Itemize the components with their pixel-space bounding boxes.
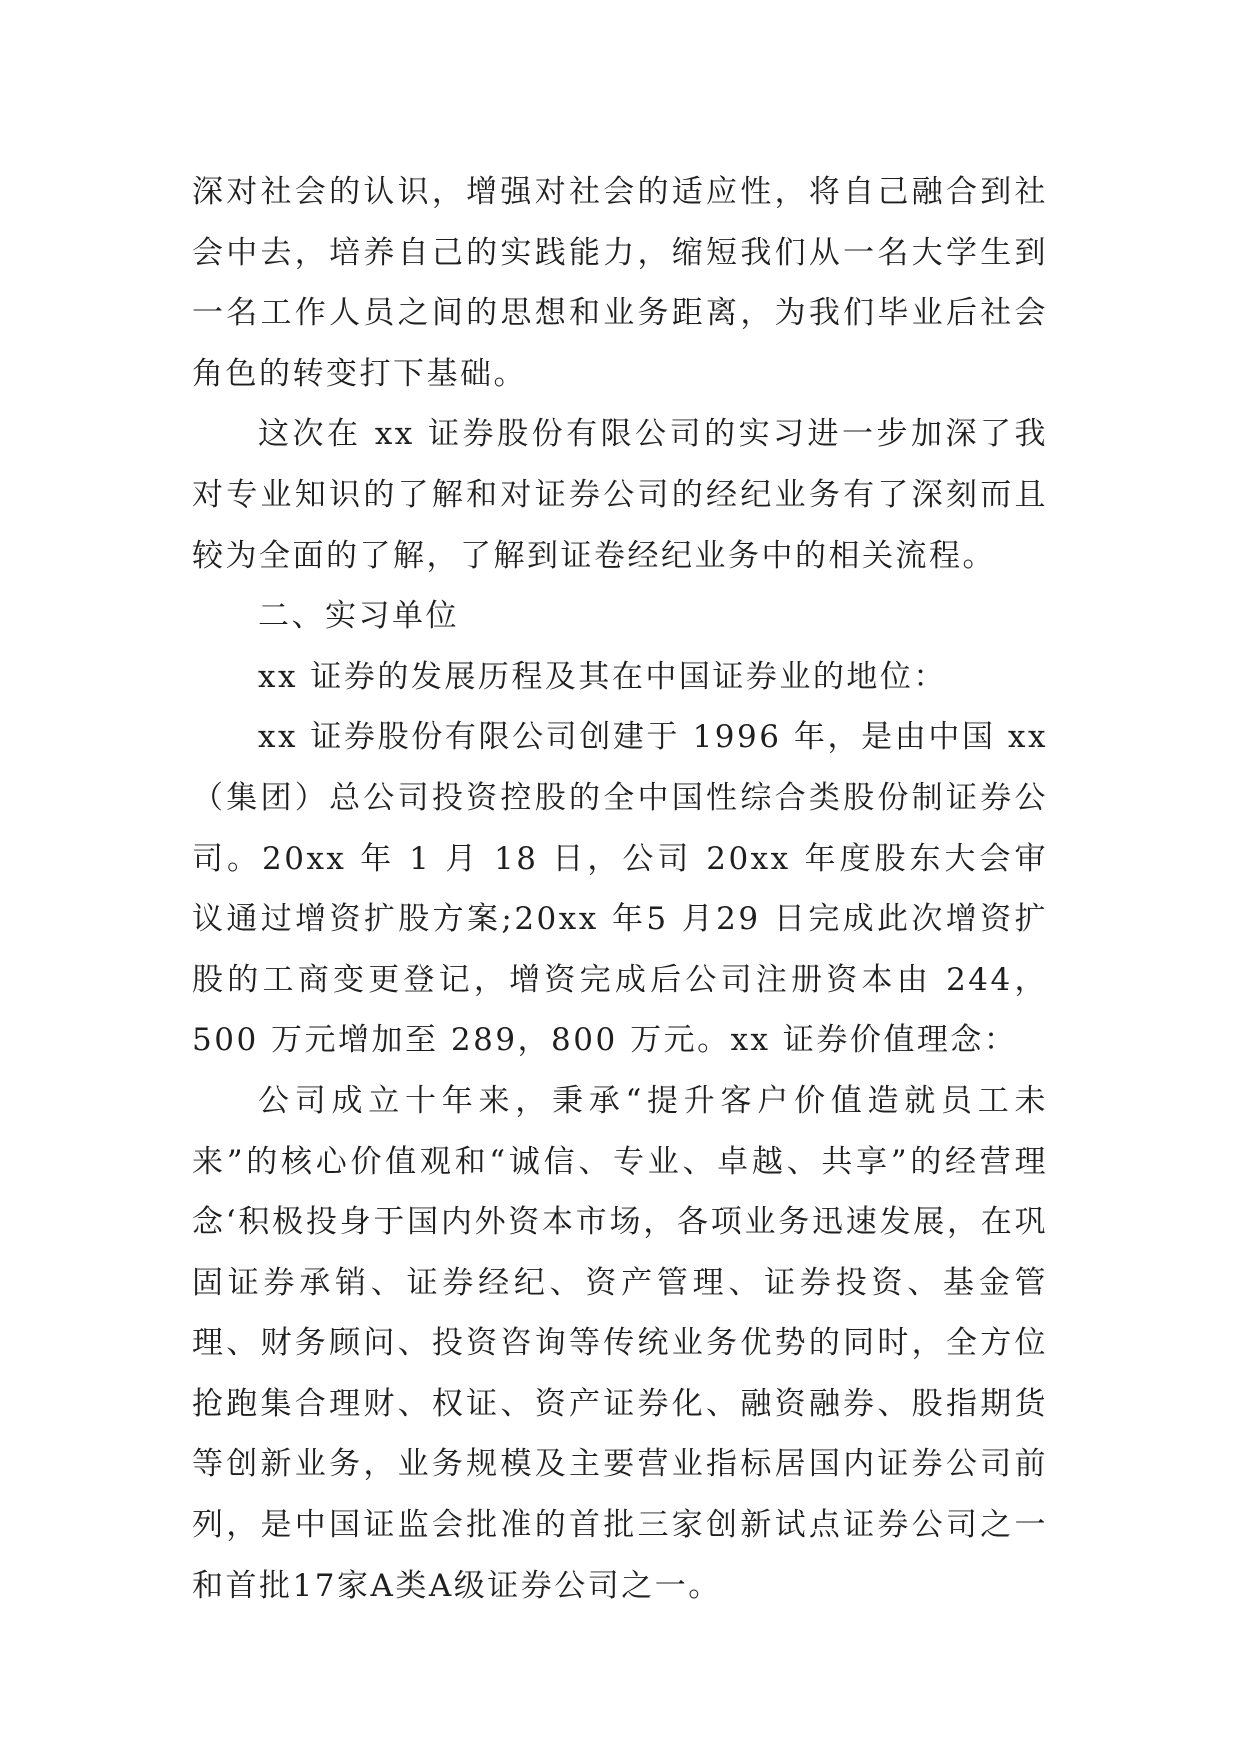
- paragraph-5: 公司成立十年来，秉承“提升客户价值造就员工未来”的核心价值观和“诚信、专业、卓越、共享”的经营理念‘积极投身于国内外资本市场，各项业务迅速发展，在巩固证券承销、证券经纪、资产管理、证券投资、基金管理、财务顾问、投资咨询等传统业务优势的同时，全方位抢跑集合理财、权证、资产证券化、融资融券、股指期货等创新业务，业务规模及主要营业指标居国内证券公司前列，是中国证监会批准的首批三家创新试点证券公司之一和首批17家A类A级证券公司之一。: [192, 1082, 1048, 1604]
- section-heading: 二、实习单位: [258, 598, 459, 635]
- paragraph-2: 这次在 xx 证券股份有限公司的实习进一步加深了我对专业知识的了解和对证券公司的经纪业务有了深刻而且较为全面的了解，了解到证卷经纪业务中的相关流程。: [192, 416, 1048, 574]
- paragraph-4: xx 证券股份有限公司创建于 1996 年，是由中国 xx（集团）总公司投资控股的全中国性综合类股份制证券公司。20xx 年 1 月 18 日，公司 20xx 年度股东大会审议通过增资扩股方案;20xx 年5 月29 日完成此次增资扩股的工商变更登记，增资完成后公司注册资本由 244，500 万元增加至 289，800 万元。xx 证券价值理念：: [192, 719, 1048, 1059]
- paragraph-1: 深对社会的认识，增强对社会的适应性，将自己融合到社会中去，培养自己的实践能力，缩短我们从一名大学生到一名工作人员之间的思想和业务距离，为我们毕业后社会角色的转变打下基础。: [192, 174, 1048, 392]
- paragraph-3: xx 证券的发展历程及其在中国证券业的地位：: [258, 658, 947, 695]
- document-body: [192, 162, 1048, 1616]
